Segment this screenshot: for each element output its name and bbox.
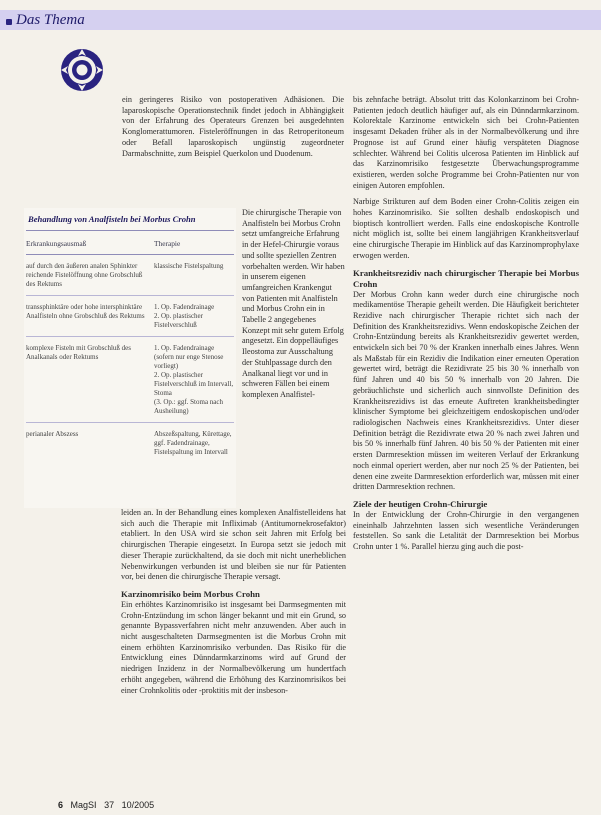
table-cell: Abszeßspaltung, Kürettage, ggf. Fadendrainage, Fistelspaltung im Intervall (154, 430, 232, 456)
table-row (26, 423, 234, 463)
page-footer (58, 800, 159, 810)
paragraph: Der Morbus Crohn kann weder durch eine chirurgische noch medikamentöse Therapie geheilt werden. Die Häufigkeit berichteter Rezidive nach chirurgischer Therapie richtet sich nach der Definition des Krankheitsrezidivs. Wenn endoskopische Zeichen der Crohn-Entzündung bereits als Krankheitsrezidiv gewertet werden, entwickeln sich bei 70 % der Kranken innerhalb eines Jahres. Wenn als Maßstab für ein Rezidiv die Indikation einer erneuten Operation gewertet wird, beträgt die Rezidivrate 25 bis 30 % innerhalb von fünf Jahren und 40 bis 50 % innerhalb von 20 Jahren. Die gebräuchlichste und sicherlich auch sinnvollste Definition des Krankheitsrezidivs ist das erneute Auftreten krankheitsbedingter klinischer Symptome bei gleichzeitigem endoskopischen und/oder radiologischen Nachweis eines Krankheitsrezidivs. Unter dieser Definition beträgt die Rezidivrate etwa 20 % nach zwei Jahren und bis 50 % innerhalb fünf Jahren. 40 bis 50 % der Patienten mit einer ersten Darmresektion müssen im weiteren Verlauf der Erkrankung noch einmal operiert werden, aber nur noch 25 % der Patienten, bei denen eine zweite Darmresektion erforderlich war, müssen mit einer dritten Darmresektion rechnen. (353, 289, 579, 492)
ring-logo-icon (60, 48, 104, 92)
table-cell: transsphinktäre oder hohe intersphinktäre Analfisteln ohne Grobschluß des Rektums (26, 303, 145, 320)
paragraph: bis zehnfache beträgt. Absolut tritt das Kolonkarzinom bei Crohn-Patienten jedoch deutlich häufiger auf, als ein Dünndarmkarzinom. Kolorektale Karzinome entwickeln sich bei Crohn-Patienten insgesamt Dekaden früher als in der Normalbevölkerung und ihre Prognose ist auf Grund einer häufig verspäteten Diagnose schlechter. Während bei Colitis ulcerosa Patienten im Hinblick auf das Karzinomrisiko festgesetzte Überwachungsprogramme existieren, werden solche Programme bei Crohn-Patienten nur von einigen Autoren empfohlen. (353, 95, 579, 190)
magazine-name: MagSI (70, 800, 97, 810)
table-cell: auf durch den äußeren analen Sphinkter reichende Fistelöffnung ohne Grobschluß des Rektums (26, 262, 143, 288)
table-row (26, 337, 234, 423)
table-cell: 1. Op. Fadendrainage 2. Op. plastischer Fistelverschluß (154, 303, 215, 329)
paragraph: Die chirurgische Therapie von Analfisteln bei Morbus Crohn setzt umfangreiche Erfahrung in der Hefel-Chirurgie voraus und sollte speziellen Zentren vorbehalten werden. Wir haben in unserem eigenen umfangreichen Krankengut von Patienten mit Analfisteln und Morbus Crohn ein in Tabelle 2 angegebenes Konzept mit sehr gutem Erfolg angesetzt. Ein doppelläufiges Ileostoma zur Ausschaltung der Stuhlpassage durch den Analkanal liegt vor und in schweren Fällen bei einem komplexen Analfistel- (242, 208, 345, 399)
column-right (353, 95, 579, 553)
paragraph: In der Entwicklung der Crohn-Chirurgie in den vergangenen eineinhalb Jahrzehnten lassen sich wesentliche Veränderungen feststellen. So sank die Letalität der Darmresektion bei Morbus Crohn unter 1 %. Parallel hierzu ging auch die post- (353, 509, 579, 552)
table-title: Behandlung von Analfisteln bei Morbus Crohn (26, 208, 234, 231)
section-title: Das Thema (16, 12, 85, 28)
table-header-row (26, 231, 234, 255)
issue-number: 37 (104, 800, 115, 810)
paragraph: Narbige Strikturen auf dem Boden einer Crohn-Colitis zeigen ein hohes Karzinomrisiko. Sie sollten deshalb endoskopisch und bioptisch kontrolliert werden. Falls eine endoskopische Kontrolle nicht möglich ist, sollte bei einem langjährigen Krankheitsverlauf eine chirurgische Therapie im Hinblick auf das Karzinomprophylaxe erwogen werden. (353, 197, 579, 260)
table-header-cell: Erkrankungsausmaß (26, 239, 87, 248)
subheading: Karzinomrisiko beim Morbus Crohn (121, 588, 260, 599)
table-header-cell: Therapie (154, 239, 181, 248)
paragraph: leiden an. In der Behandlung eines komplexen Analfistelleidens hat sich auch die Therapie mit Infliximab (Antitumornekrosefaktor) etabliert. In den USA wird sie schon seit Jahren mit Erfolg bei chirurgischen Therapie eingesetzt. In Europa setzt sie jedoch mit dieser Therapie zurückhaltend, da sie doch mit nicht unerheblichen Nebenwirkungen verbunden ist und bleiben sie nur für Patienten vor, bei denen die chirurgische Therapie versagt. (121, 508, 346, 582)
column-left-bottom (121, 508, 346, 696)
table-cell: komplexe Fisteln mit Grobschluß des Analkanals oder Rektums (26, 344, 131, 361)
paragraph: ein geringeres Risiko von postoperativen Adhäsionen. Die laparoskopische Operationstechnik findet jedoch in Abhängigkeit von der Erfahrung des Operateurs Grenzen bei ausgedehnten Konglomerattumoren. Fisteleröffnungen in das Retroperitoneum oder Befall laparoskopisch ungünstig zugeordneter Darmabschnitte, zum Beispiel Querkolon und Duodenum. (122, 95, 344, 158)
column-wrap-text (242, 208, 345, 401)
page-number: 6 (58, 800, 64, 810)
table-row (26, 296, 234, 337)
therapy-table (24, 208, 236, 508)
table-row (26, 255, 234, 296)
issue-date: 10/2005 (121, 800, 155, 810)
table-cell: klassische Fistelspaltung (154, 262, 224, 270)
header-marker (6, 19, 12, 25)
paragraph: Ein erhöhtes Karzinomrisiko ist insgesamt bei Darmsegmenten mit Crohn-Entzündung im schon länger bekannt und mit ein Grund, so genannte Bypassverfahren nicht mehr anzuwenden. Aber auch in nicht ausgeschalteten Darmsegmenten ist die Morbus Crohn mit einem erhöhten Karzinomrisiko verbunden. Das Risiko für die Entwicklung eines Dünndarmkarzinoms wird auf Grund der niedrigen Inzidenz in der Normalbevölkerung um hundertfach erhöht angegeben, während die Erhöhung des Karzinomrisikos bei einer Crohnkolitis oder -proktitis mit der insbeson- (121, 599, 346, 695)
column-left-top (122, 95, 344, 159)
table-cell: perianaler Abszess (26, 430, 79, 438)
header-band (0, 10, 601, 30)
table-cell: 1. Op. Fadendrainage (sofern nur enge Stenose vorliegt) 2. Op. plastischer Fistelverschluß im Intervall, Stoma (3. Op.: ggf. Stoma nach Ausheilung) (154, 344, 234, 415)
subheading: Ziele der heutigen Crohn-Chirurgie (353, 498, 488, 509)
subheading: Krankheitsrezidiv nach chirurgischer Therapie bei Morbus Crohn (353, 267, 579, 289)
